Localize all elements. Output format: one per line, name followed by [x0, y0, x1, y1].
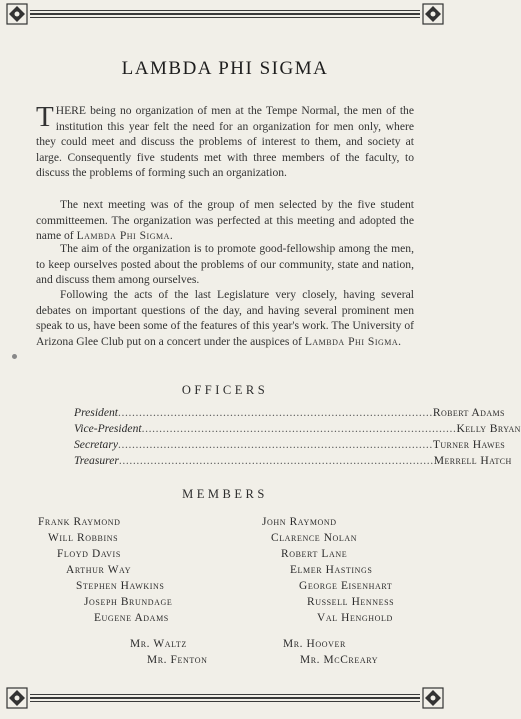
member-name: John Raymond [262, 516, 337, 528]
drop-cap: T [36, 101, 54, 133]
paragraph-activities [36, 287, 414, 349]
member-name: Joseph Brundage [84, 596, 173, 608]
members-heading: MEMBERS [182, 487, 268, 501]
officers-heading: OFFICERS [181, 383, 269, 397]
member-name: Will Robbins [48, 532, 119, 544]
ink-speck [12, 354, 17, 359]
officer-role: Vice-President [74, 422, 142, 435]
corner-ornament-icon [422, 687, 444, 709]
corner-ornament-icon [6, 3, 28, 25]
faculty-member-name: Mr. Hoover [283, 638, 346, 650]
paragraph-meeting [36, 197, 414, 244]
officer-row [74, 437, 506, 453]
officer-name: Turner Hawes [432, 438, 506, 451]
officer-name: Kelly Bryan [456, 422, 521, 435]
dot-leader: .......................................................................................... [118, 438, 433, 451]
dot-leader: .......................................................................................... [141, 422, 457, 435]
member-name: Arthur Way [66, 564, 132, 576]
organization-name: Lambda Phi Sigma [304, 334, 399, 348]
faculty-member-name: Mr. Fenton [147, 654, 208, 666]
officer-row [74, 421, 521, 437]
paragraph-intro [36, 103, 414, 181]
top-border-rule [30, 10, 420, 11]
officer-row [74, 453, 512, 469]
organization-name: Lambda Phi Sigma [76, 229, 170, 243]
top-border-rule [30, 17, 420, 18]
member-name: Clarence Nolan [271, 532, 358, 544]
officer-name: Merrell Hatch [433, 454, 512, 467]
corner-ornament-icon [6, 687, 28, 709]
member-name: Elmer Hastings [290, 564, 373, 576]
member-name: Val Henghold [317, 612, 393, 624]
officer-role: Treasurer [74, 454, 119, 467]
paragraph-meeting-text: The next meeting was of the group of men selected by the five student committeemen. The organization was perfected at this meeting and adopted the name of [36, 198, 414, 243]
member-name: Stephen Hawkins [76, 580, 165, 592]
member-name: Frank Raymond [38, 516, 121, 528]
officer-name: Robert Adams [432, 406, 505, 419]
faculty-member-name: Mr. Waltz [130, 638, 187, 650]
paragraph-intro-text: HERE being no organization of men at the Tempe Normal, the men of the institution this year felt the need for an organization for men only, where they could meet and discuss the problems of interest to them, and society at large. Consequently five students met with three members of the faculty, to discuss the problems of forming such an organization. [36, 104, 414, 180]
member-name: Robert Lane [281, 548, 348, 560]
member-name: Russell Henness [307, 596, 395, 608]
bottom-border-rule [30, 697, 420, 699]
officer-role: Secretary [74, 438, 118, 451]
bottom-border-rule [30, 701, 420, 702]
faculty-member-name: Mr. McCreary [300, 654, 379, 666]
dot-leader: .......................................................................................... [118, 454, 434, 467]
member-name: Floyd Davis [57, 548, 121, 560]
top-border-rule [30, 13, 420, 15]
member-name: Eugene Adams [94, 612, 169, 624]
page-title: LAMBDA PHI SIGMA [121, 58, 329, 79]
paragraph-activities-end: . [398, 334, 402, 348]
member-name: George Eisenhart [299, 580, 393, 592]
dot-leader: .......................................................................................... [118, 406, 433, 419]
officer-role: President [74, 406, 119, 419]
bottom-border-rule [30, 694, 420, 695]
paragraph-aim: The aim of the organization is to promote good-fellowship among the men, to keep ourselves posted about the problems of our community, state and nation, and discuss them among ourselves. [36, 242, 414, 287]
corner-ornament-icon [422, 3, 444, 25]
paragraph-meeting-end: . [169, 229, 173, 243]
officer-row [74, 405, 505, 421]
paragraph-activities-text: Following the acts of the last Legislature very closely, having several debates on important questions of the day, and having several prominent men speak to us, have been some of the features of this year's work. The University of Arizona Glee Club put on a concert under the auspices of [36, 288, 414, 348]
